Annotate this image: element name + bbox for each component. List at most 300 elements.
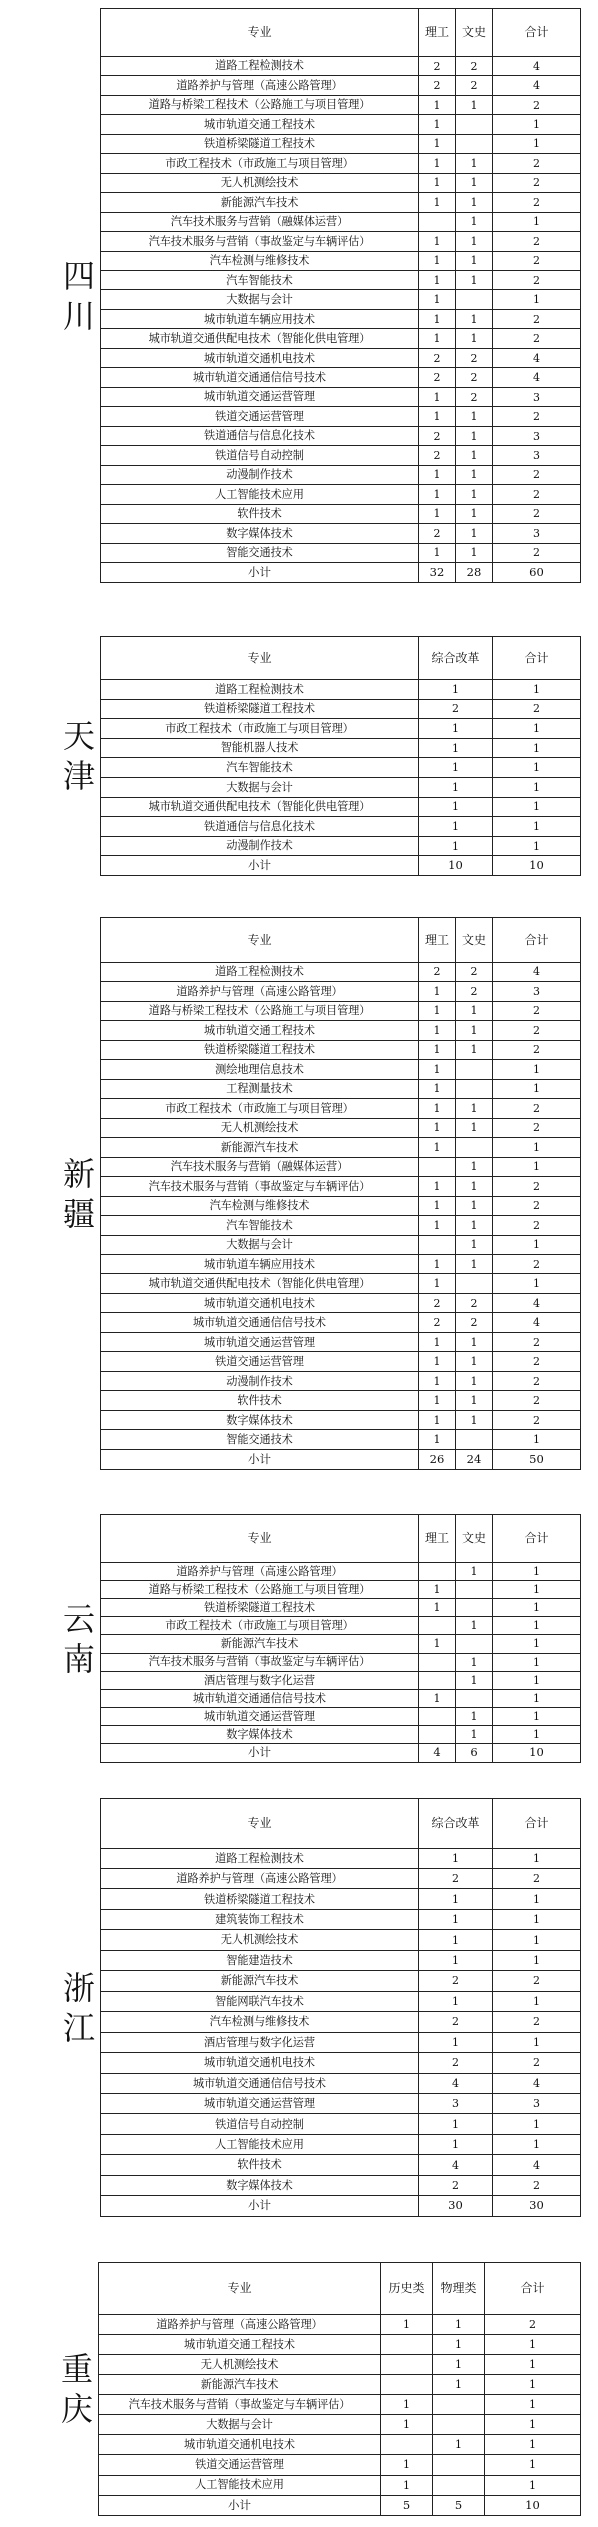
count-cell: 1 bbox=[456, 1196, 493, 1215]
count-cell: 1 bbox=[456, 446, 493, 465]
table-row bbox=[101, 465, 581, 484]
table-row bbox=[101, 1708, 581, 1726]
major-name-cell: 数字媒体技术 bbox=[101, 1726, 419, 1744]
major-name-cell: 市政工程技术（市政施工与项目管理） bbox=[101, 1099, 419, 1118]
major-name-cell: 汽车智能技术 bbox=[101, 271, 419, 290]
major-name-cell: 软件技术 bbox=[101, 1391, 419, 1410]
subtotal-row bbox=[101, 856, 581, 876]
count-cell: 2 bbox=[419, 446, 456, 465]
count-cell bbox=[419, 1653, 456, 1671]
table-header-row bbox=[101, 1799, 581, 1849]
table-row bbox=[101, 719, 581, 739]
count-cell: 4 bbox=[493, 962, 581, 981]
subtotal-value: 24 bbox=[456, 1449, 493, 1469]
count-cell: 1 bbox=[456, 193, 493, 212]
subtotal-value: 32 bbox=[419, 563, 456, 583]
table-row bbox=[101, 1726, 581, 1744]
major-name-cell: 汽车智能技术 bbox=[101, 1216, 419, 1235]
count-cell: 4 bbox=[419, 2073, 493, 2093]
count-cell: 2 bbox=[493, 329, 581, 348]
count-cell: 4 bbox=[419, 2155, 493, 2175]
count-cell: 1 bbox=[493, 836, 581, 856]
count-cell bbox=[419, 1708, 456, 1726]
major-name-cell: 新能源汽车技术 bbox=[99, 2375, 381, 2395]
table-header-row bbox=[101, 1515, 581, 1563]
column-header: 专业 bbox=[101, 1515, 419, 1563]
table-row bbox=[101, 1635, 581, 1653]
major-name-cell: 铁道交通运营管理 bbox=[101, 1352, 419, 1371]
table-row bbox=[101, 797, 581, 817]
count-cell bbox=[456, 1689, 493, 1707]
subtotal-row bbox=[99, 2495, 581, 2515]
column-header: 合计 bbox=[493, 918, 581, 963]
count-cell: 1 bbox=[456, 1118, 493, 1137]
count-cell: 1 bbox=[419, 2114, 493, 2134]
major-name-cell: 铁道信号自动控制 bbox=[101, 446, 419, 465]
count-cell: 1 bbox=[419, 1138, 456, 1157]
province-label bbox=[60, 1798, 100, 2217]
province-label bbox=[60, 636, 100, 876]
major-name-cell: 道路工程检测技术 bbox=[101, 962, 419, 981]
province-label bbox=[60, 1514, 100, 1763]
province-char: 浙 bbox=[62, 1968, 95, 2007]
count-cell: 1 bbox=[493, 1079, 581, 1098]
count-cell: 1 bbox=[493, 1157, 581, 1176]
count-cell: 1 bbox=[419, 1635, 456, 1653]
count-cell: 1 bbox=[419, 309, 456, 328]
major-name-cell: 汽车检测与维修技术 bbox=[101, 2012, 419, 2032]
count-cell: 1 bbox=[456, 212, 493, 231]
count-cell: 2 bbox=[493, 485, 581, 504]
count-cell bbox=[381, 2435, 433, 2455]
count-cell: 1 bbox=[493, 1689, 581, 1707]
major-name-cell: 城市轨道交通运营管理 bbox=[101, 1708, 419, 1726]
province-char: 津 bbox=[62, 757, 95, 795]
major-name-cell: 城市轨道交通运营管理 bbox=[101, 387, 419, 406]
count-cell bbox=[456, 1580, 493, 1598]
enrollment-table bbox=[100, 636, 581, 876]
count-cell bbox=[433, 2415, 485, 2435]
count-cell: 1 bbox=[493, 134, 581, 153]
column-header: 合计 bbox=[485, 2263, 581, 2315]
table-row bbox=[101, 1410, 581, 1429]
count-cell: 1 bbox=[456, 426, 493, 445]
count-cell: 1 bbox=[493, 1635, 581, 1653]
count-cell: 1 bbox=[419, 115, 456, 134]
count-cell: 1 bbox=[456, 1352, 493, 1371]
column-header: 综合改革 bbox=[419, 1799, 493, 1849]
count-cell: 1 bbox=[456, 465, 493, 484]
table-row bbox=[101, 290, 581, 309]
table-row bbox=[101, 679, 581, 699]
subtotal-label: 小计 bbox=[101, 856, 419, 876]
count-cell bbox=[419, 212, 456, 231]
count-cell: 2 bbox=[493, 271, 581, 290]
count-cell: 1 bbox=[419, 1689, 456, 1707]
province-char: 南 bbox=[62, 1639, 95, 1678]
count-cell: 1 bbox=[456, 1708, 493, 1726]
count-cell: 1 bbox=[493, 1889, 581, 1909]
major-name-cell: 城市轨道交通工程技术 bbox=[99, 2334, 381, 2354]
count-cell: 1 bbox=[419, 1196, 456, 1215]
column-header: 理工 bbox=[419, 918, 456, 963]
count-cell: 1 bbox=[419, 465, 456, 484]
count-cell: 1 bbox=[433, 2375, 485, 2395]
subtotal-label: 小计 bbox=[101, 2196, 419, 2217]
count-cell: 1 bbox=[419, 1001, 456, 1020]
count-cell: 3 bbox=[493, 387, 581, 406]
count-cell: 1 bbox=[493, 758, 581, 778]
count-cell: 1 bbox=[381, 2314, 433, 2334]
table-row bbox=[101, 2032, 581, 2052]
count-cell: 1 bbox=[419, 232, 456, 251]
count-cell: 2 bbox=[419, 2175, 493, 2195]
count-cell: 1 bbox=[419, 1991, 493, 2011]
major-name-cell: 城市轨道交通供配电技术（智能化供电管理） bbox=[101, 797, 419, 817]
count-cell: 1 bbox=[493, 738, 581, 758]
count-cell: 1 bbox=[456, 329, 493, 348]
column-header: 专业 bbox=[101, 918, 419, 963]
count-cell bbox=[456, 115, 493, 134]
table-row bbox=[99, 2455, 581, 2475]
count-cell: 1 bbox=[456, 1157, 493, 1176]
count-cell: 1 bbox=[456, 271, 493, 290]
count-cell: 2 bbox=[419, 2012, 493, 2032]
column-header: 历史类 bbox=[381, 2263, 433, 2315]
count-cell: 1 bbox=[493, 2134, 581, 2154]
count-cell: 1 bbox=[456, 1254, 493, 1273]
count-cell: 2 bbox=[419, 1313, 456, 1332]
province-char: 云 bbox=[62, 1599, 95, 1638]
count-cell: 1 bbox=[456, 1040, 493, 1059]
count-cell: 1 bbox=[419, 1021, 456, 1040]
count-cell: 1 bbox=[433, 2334, 485, 2354]
count-cell: 1 bbox=[493, 290, 581, 309]
column-header: 合计 bbox=[493, 1515, 581, 1563]
major-name-cell: 道路养护与管理（高速公路管理） bbox=[101, 76, 419, 95]
major-name-cell: 铁道桥梁隧道工程技术 bbox=[101, 1040, 419, 1059]
count-cell: 3 bbox=[493, 426, 581, 445]
count-cell: 1 bbox=[493, 1580, 581, 1598]
count-cell: 1 bbox=[493, 679, 581, 699]
count-cell: 1 bbox=[456, 1410, 493, 1429]
table-row bbox=[101, 329, 581, 348]
major-name-cell: 智能交通技术 bbox=[101, 543, 419, 562]
table-row bbox=[101, 836, 581, 856]
major-name-cell: 城市轨道交通供配电技术（智能化供电管理） bbox=[101, 329, 419, 348]
count-cell bbox=[456, 1138, 493, 1157]
count-cell: 1 bbox=[419, 817, 493, 837]
count-cell: 1 bbox=[456, 1391, 493, 1410]
count-cell: 1 bbox=[456, 1216, 493, 1235]
count-cell: 1 bbox=[419, 836, 493, 856]
count-cell: 1 bbox=[419, 193, 456, 212]
section-sichuan bbox=[60, 8, 581, 583]
subtotal-row bbox=[101, 1449, 581, 1469]
major-name-cell: 人工智能技术应用 bbox=[99, 2475, 381, 2495]
count-cell: 1 bbox=[493, 1598, 581, 1616]
count-cell bbox=[456, 1060, 493, 1079]
table-row bbox=[101, 1562, 581, 1580]
major-name-cell: 铁道通信与信息化技术 bbox=[101, 426, 419, 445]
count-cell: 3 bbox=[493, 524, 581, 543]
table-row bbox=[101, 1653, 581, 1671]
major-name-cell: 智能交通技术 bbox=[101, 1430, 419, 1449]
column-header: 文史 bbox=[456, 9, 493, 57]
column-header: 专业 bbox=[101, 637, 419, 680]
count-cell: 1 bbox=[493, 2032, 581, 2052]
column-header: 理工 bbox=[419, 1515, 456, 1563]
count-cell: 2 bbox=[493, 1254, 581, 1273]
count-cell: 2 bbox=[456, 1313, 493, 1332]
table-row bbox=[99, 2334, 581, 2354]
count-cell: 2 bbox=[493, 1040, 581, 1059]
table-row bbox=[101, 1060, 581, 1079]
major-name-cell: 人工智能技术应用 bbox=[101, 2134, 419, 2154]
count-cell: 1 bbox=[493, 1562, 581, 1580]
count-cell: 1 bbox=[419, 407, 456, 426]
count-cell: 1 bbox=[419, 1950, 493, 1970]
table-row bbox=[101, 1391, 581, 1410]
province-char: 川 bbox=[62, 296, 95, 335]
column-header: 物理类 bbox=[433, 2263, 485, 2315]
count-cell: 2 bbox=[456, 387, 493, 406]
count-cell: 1 bbox=[493, 1708, 581, 1726]
count-cell bbox=[456, 1079, 493, 1098]
table-row bbox=[101, 2175, 581, 2195]
major-name-cell: 新能源汽车技术 bbox=[101, 1971, 419, 1991]
table-header-row bbox=[101, 637, 581, 680]
count-cell: 1 bbox=[493, 1671, 581, 1689]
count-cell: 1 bbox=[485, 2355, 581, 2375]
major-name-cell: 铁道桥梁隧道工程技术 bbox=[101, 699, 419, 719]
table-row bbox=[101, 95, 581, 114]
table-row bbox=[101, 1580, 581, 1598]
column-header: 合计 bbox=[493, 9, 581, 57]
province-char: 庆 bbox=[60, 2390, 93, 2428]
count-cell: 2 bbox=[493, 95, 581, 114]
subtotal-value: 10 bbox=[493, 856, 581, 876]
table-row bbox=[101, 1671, 581, 1689]
table-row bbox=[99, 2415, 581, 2435]
table-row bbox=[101, 76, 581, 95]
count-cell bbox=[381, 2355, 433, 2375]
count-cell: 2 bbox=[493, 1391, 581, 1410]
table-row bbox=[101, 348, 581, 367]
column-header: 合计 bbox=[493, 637, 581, 680]
column-header: 合计 bbox=[493, 1799, 581, 1849]
count-cell: 1 bbox=[493, 817, 581, 837]
major-name-cell: 城市轨道交通机电技术 bbox=[99, 2435, 381, 2455]
major-name-cell: 建筑装饰工程技术 bbox=[101, 1909, 419, 1929]
count-cell: 1 bbox=[419, 1930, 493, 1950]
table-row bbox=[101, 1254, 581, 1273]
count-cell: 1 bbox=[493, 212, 581, 231]
table-row bbox=[101, 407, 581, 426]
count-cell: 1 bbox=[419, 982, 456, 1001]
count-cell: 1 bbox=[419, 1848, 493, 1868]
count-cell: 1 bbox=[419, 738, 493, 758]
count-cell: 1 bbox=[419, 1118, 456, 1137]
subtotal-value: 26 bbox=[419, 1449, 456, 1469]
major-name-cell: 软件技术 bbox=[101, 2155, 419, 2175]
count-cell: 2 bbox=[456, 962, 493, 981]
count-cell: 1 bbox=[493, 777, 581, 797]
subtotal-value: 4 bbox=[419, 1744, 456, 1763]
table-row bbox=[101, 1118, 581, 1137]
major-name-cell: 数字媒体技术 bbox=[101, 1410, 419, 1429]
table-row bbox=[101, 271, 581, 290]
section-yunnan bbox=[60, 1514, 581, 1763]
count-cell: 2 bbox=[493, 1118, 581, 1137]
major-name-cell: 城市轨道交通通信信号技术 bbox=[101, 1313, 419, 1332]
subtotal-value: 60 bbox=[493, 563, 581, 583]
count-cell: 1 bbox=[456, 1099, 493, 1118]
count-cell: 1 bbox=[493, 1430, 581, 1449]
major-name-cell: 铁道通信与信息化技术 bbox=[101, 817, 419, 837]
table-row bbox=[101, 817, 581, 837]
table-row bbox=[101, 1971, 581, 1991]
table-row bbox=[101, 1909, 581, 1929]
table-row bbox=[99, 2375, 581, 2395]
count-cell: 2 bbox=[493, 1352, 581, 1371]
count-cell: 2 bbox=[493, 154, 581, 173]
count-cell: 4 bbox=[493, 2073, 581, 2093]
major-name-cell: 道路工程检测技术 bbox=[101, 1848, 419, 1868]
table-row bbox=[101, 1889, 581, 1909]
table-row bbox=[101, 1216, 581, 1235]
major-name-cell: 城市轨道交通工程技术 bbox=[101, 1021, 419, 1040]
table-row bbox=[99, 2355, 581, 2375]
subtotal-value: 30 bbox=[419, 2196, 493, 2217]
count-cell: 1 bbox=[456, 251, 493, 270]
subtotal-value: 10 bbox=[485, 2495, 581, 2515]
enrollment-table bbox=[100, 1514, 581, 1763]
count-cell: 2 bbox=[419, 1868, 493, 1888]
count-cell: 1 bbox=[419, 1909, 493, 1929]
major-name-cell: 大数据与会计 bbox=[101, 1235, 419, 1254]
count-cell bbox=[419, 1562, 456, 1580]
count-cell: 2 bbox=[456, 348, 493, 367]
count-cell: 2 bbox=[456, 368, 493, 387]
count-cell: 1 bbox=[419, 173, 456, 192]
enrollment-table bbox=[98, 2262, 581, 2516]
major-name-cell: 市政工程技术（市政施工与项目管理） bbox=[101, 1617, 419, 1635]
column-header: 文史 bbox=[456, 1515, 493, 1563]
count-cell: 1 bbox=[485, 2375, 581, 2395]
major-name-cell: 酒店管理与数字化运营 bbox=[101, 1671, 419, 1689]
count-cell: 1 bbox=[493, 1060, 581, 1079]
count-cell: 2 bbox=[419, 699, 493, 719]
count-cell: 1 bbox=[493, 1653, 581, 1671]
major-name-cell: 新能源汽车技术 bbox=[101, 193, 419, 212]
major-name-cell: 无人机测绘技术 bbox=[99, 2355, 381, 2375]
count-cell: 1 bbox=[456, 232, 493, 251]
count-cell: 1 bbox=[456, 1177, 493, 1196]
table-row bbox=[101, 1040, 581, 1059]
count-cell: 1 bbox=[419, 1040, 456, 1059]
count-cell: 1 bbox=[456, 543, 493, 562]
major-name-cell: 铁道信号自动控制 bbox=[101, 2114, 419, 2134]
major-name-cell: 城市轨道车辆应用技术 bbox=[101, 1254, 419, 1273]
count-cell: 1 bbox=[493, 1909, 581, 1929]
count-cell: 2 bbox=[419, 1971, 493, 1991]
count-cell: 1 bbox=[419, 1274, 456, 1293]
count-cell: 3 bbox=[419, 2093, 493, 2113]
subtotal-row bbox=[101, 563, 581, 583]
section-zhejiang bbox=[60, 1798, 581, 2217]
table-row bbox=[101, 212, 581, 231]
count-cell: 1 bbox=[485, 2475, 581, 2495]
subtotal-label: 小计 bbox=[101, 1744, 419, 1763]
count-cell: 2 bbox=[419, 524, 456, 543]
count-cell: 2 bbox=[493, 1177, 581, 1196]
count-cell: 1 bbox=[419, 797, 493, 817]
table-row bbox=[101, 1177, 581, 1196]
count-cell: 2 bbox=[493, 699, 581, 719]
count-cell: 2 bbox=[493, 2053, 581, 2073]
major-name-cell: 工程测量技术 bbox=[101, 1079, 419, 1098]
count-cell bbox=[456, 1430, 493, 1449]
count-cell: 1 bbox=[419, 1580, 456, 1598]
count-cell: 4 bbox=[493, 1293, 581, 1312]
major-name-cell: 数字媒体技术 bbox=[101, 2175, 419, 2195]
count-cell: 1 bbox=[419, 1430, 456, 1449]
table-row bbox=[101, 504, 581, 523]
count-cell: 1 bbox=[433, 2355, 485, 2375]
major-name-cell: 新能源汽车技术 bbox=[101, 1635, 419, 1653]
province-char: 四 bbox=[62, 256, 95, 295]
major-name-cell: 道路养护与管理（高速公路管理） bbox=[99, 2314, 381, 2334]
major-name-cell: 城市轨道交通供配电技术（智能化供电管理） bbox=[101, 1274, 419, 1293]
major-name-cell: 大数据与会计 bbox=[99, 2415, 381, 2435]
table-row bbox=[101, 485, 581, 504]
subtotal-value: 50 bbox=[493, 1449, 581, 1469]
table-header-row bbox=[101, 9, 581, 57]
table-row bbox=[101, 962, 581, 981]
count-cell: 2 bbox=[493, 232, 581, 251]
table-row bbox=[101, 251, 581, 270]
major-name-cell: 无人机测绘技术 bbox=[101, 1930, 419, 1950]
count-cell: 1 bbox=[419, 1099, 456, 1118]
count-cell bbox=[456, 1635, 493, 1653]
count-cell: 1 bbox=[419, 504, 456, 523]
major-name-cell: 道路与桥梁工程技术（公路施工与项目管理） bbox=[101, 1001, 419, 1020]
count-cell: 1 bbox=[419, 719, 493, 739]
major-name-cell: 城市轨道交通机电技术 bbox=[101, 1293, 419, 1312]
table-row bbox=[99, 2395, 581, 2415]
count-cell: 1 bbox=[419, 2032, 493, 2052]
table-row bbox=[101, 56, 581, 75]
count-cell: 2 bbox=[493, 543, 581, 562]
major-name-cell: 大数据与会计 bbox=[101, 777, 419, 797]
province-char: 新 bbox=[62, 1154, 95, 1193]
table-row bbox=[101, 173, 581, 192]
count-cell: 1 bbox=[485, 2415, 581, 2435]
table-row bbox=[101, 699, 581, 719]
count-cell: 1 bbox=[419, 1889, 493, 1909]
count-cell: 1 bbox=[419, 543, 456, 562]
major-name-cell: 铁道交通运营管理 bbox=[101, 407, 419, 426]
table-row bbox=[101, 1930, 581, 1950]
count-cell: 2 bbox=[493, 1332, 581, 1351]
count-cell bbox=[381, 2334, 433, 2354]
count-cell bbox=[456, 1274, 493, 1293]
count-cell: 3 bbox=[493, 982, 581, 1001]
major-name-cell: 市政工程技术（市政施工与项目管理） bbox=[101, 154, 419, 173]
table-row bbox=[101, 368, 581, 387]
subtotal-value: 5 bbox=[381, 2495, 433, 2515]
